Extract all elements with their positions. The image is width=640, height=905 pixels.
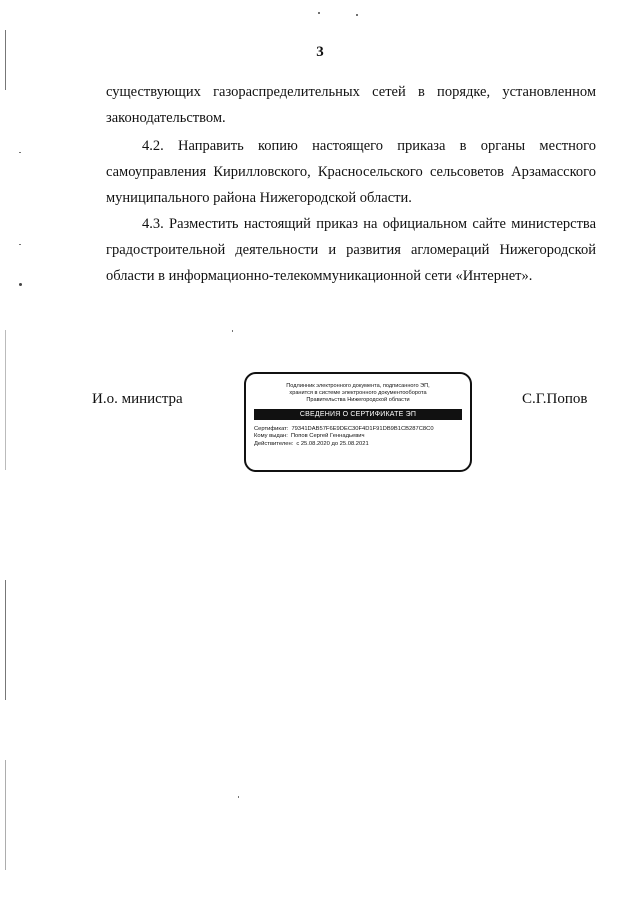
paragraph-line: существующих газораспределительных сетей в порядке, установленном bbox=[106, 84, 596, 100]
paragraph-line: муниципального района Нижегородской области. bbox=[106, 190, 412, 206]
scan-edge-line bbox=[5, 330, 6, 470]
paragraph-continuation bbox=[106, 79, 596, 131]
paragraph-line: 4.3. Разместить настоящий приказ на официальном сайте министерства bbox=[142, 216, 596, 232]
paragraph-line: градостроительной деятельности и развития агломераций Нижегородской bbox=[106, 242, 596, 258]
paragraph-line: законодательством. bbox=[106, 110, 226, 126]
signer-title: И.о. министра bbox=[92, 391, 183, 407]
stamp-header-line: хранится в системе электронного документооборота bbox=[289, 390, 427, 396]
certificate-label: Сертификат: bbox=[254, 426, 289, 432]
scan-edge-line bbox=[5, 580, 6, 700]
page-number: 3 bbox=[316, 44, 324, 60]
stamp-details bbox=[254, 426, 470, 448]
scan-edge-line bbox=[5, 30, 6, 90]
stamp-title-bar: СВЕДЕНИЯ О СЕРТИФИКАТЕ ЭП bbox=[254, 409, 462, 420]
issued-to-label: Кому выдан: bbox=[254, 433, 288, 440]
stamp-header-line: Правительства Нижегородской области bbox=[306, 397, 410, 403]
electronic-signature-stamp bbox=[244, 372, 472, 472]
stamp-header-line: Подлинник электронного документа, подписанного ЭП, bbox=[286, 383, 430, 389]
scan-speck bbox=[19, 152, 21, 153]
validity-row bbox=[254, 441, 470, 448]
scan-speck bbox=[318, 12, 320, 14]
issued-to-row bbox=[254, 433, 470, 440]
certificate-value: 79341DAB57F6E9DEC30F4D1F91DB9B1CB287C8C0 bbox=[291, 426, 434, 432]
scan-speck bbox=[356, 14, 358, 16]
paragraph-4-3 bbox=[106, 211, 596, 289]
scan-speck bbox=[19, 244, 21, 245]
scan-speck bbox=[232, 330, 233, 332]
paragraph-line: области в информационно-телекоммуникационной сети «Интернет». bbox=[106, 268, 533, 284]
scan-speck bbox=[19, 283, 22, 286]
scan-speck bbox=[238, 796, 239, 798]
paragraph-line: самоуправления Кирилловского, Красносельского сельсоветов Арзамасского bbox=[106, 164, 596, 180]
paragraph-4-2 bbox=[106, 133, 596, 211]
stamp-header bbox=[246, 383, 470, 404]
issued-to-value: Попов Сергей Геннадьевич bbox=[290, 433, 365, 440]
paragraph-line: 4.2. Направить копию настоящего приказа в органы местного bbox=[142, 138, 596, 154]
validity-value: с 25.08.2020 до 25.08.2021 bbox=[296, 440, 369, 447]
validity-label: Действителен: bbox=[254, 440, 294, 447]
scan-edge-line bbox=[5, 760, 6, 870]
signer-name: С.Г.Попов bbox=[522, 391, 588, 407]
